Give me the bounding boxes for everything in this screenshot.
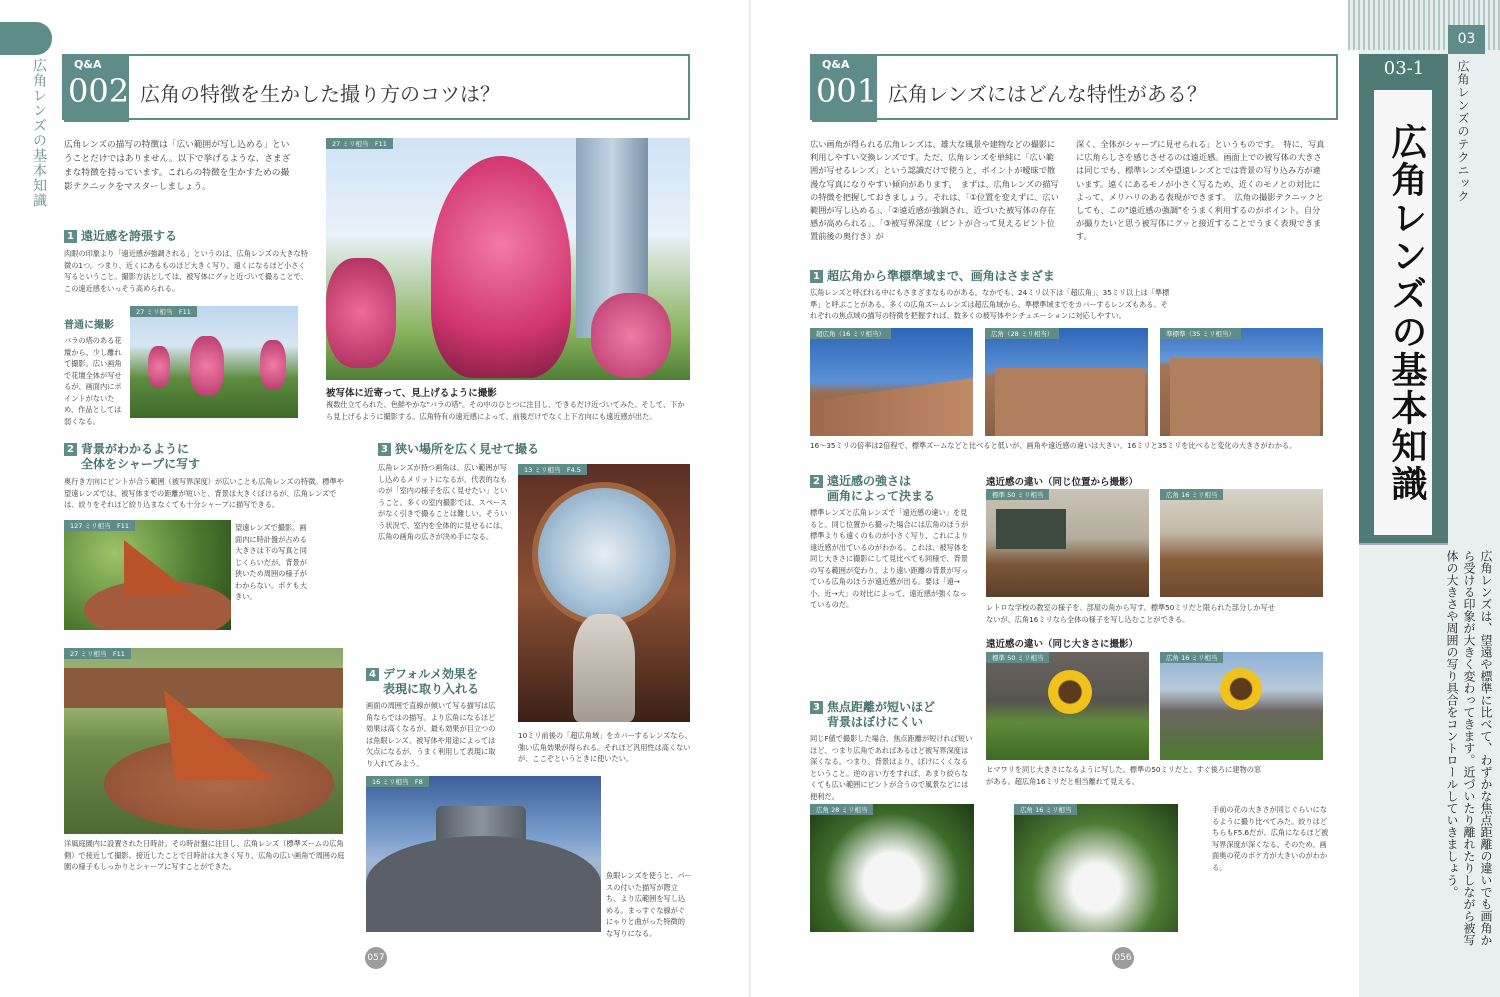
- section-subtitle: 広角レンズのテクニック: [1456, 60, 1470, 203]
- sundial-text: 洋風庭園内に設置された日時計。その時計盤に注目し、広角レンズ（標準ズームの広角側）で接近して撮影。接近したことで日時計は大きく写り、広角の広い画角で周囲の庭園の様子もしっかりとシャープに写すことができた。: [64, 839, 345, 871]
- photo-caption: 広角 16 ミリ相当: [1014, 804, 1077, 815]
- photo-caption: 27 ミリ相当 F11: [130, 306, 197, 317]
- photo-flowers-16mm: [1014, 804, 1178, 932]
- rose-bush-shape: [326, 258, 396, 368]
- brick-wall: [64, 668, 343, 708]
- page-number-right: 056: [1112, 947, 1134, 969]
- photo-caption: 超広角（16 ミリ相当）: [810, 328, 891, 339]
- photo-caption: 16 ミリ相当 F8: [366, 776, 429, 787]
- photo-classroom-16mm: [1160, 489, 1323, 597]
- page-number-left: 057: [365, 947, 387, 969]
- photo-caption: 27 ミリ相当 F11: [326, 138, 393, 149]
- section-3-text: 広角レンズが持つ画角は、広い範囲が写し込めるメリットになるが、代表的なものが「室内の様子を広く見せたい」ということ。多くの室内撮影では、スペースがなく引きで撮ることは難しい。そういう状況で、室内を全体的に見せるには、広角の画角の広さが決め手になる。: [378, 463, 508, 541]
- section-3-title: 3 狭い場所を広く見せて撮る: [378, 442, 578, 457]
- section-1-text: 広角レンズと呼ばれる中にもさまざまなものがある。なかでも、24ミリ以下は「超広角」、35ミリ以上は「準標準」と呼ぶことがある。多くの広角ズームレンズは超広角域から、準標準域までをカバーするレンズもある。それぞれの焦点域の描写の特徴を把握すれば、数多くの被写体やシチュエーションに対応しやすい。: [810, 288, 1170, 320]
- photo-classroom-50mm: [986, 489, 1149, 597]
- building-shape: [1170, 358, 1320, 436]
- photo-caption: 広角 16 ミリ相当: [1160, 652, 1223, 663]
- section-1-text: 肉眼の印象より「遠近感が強調される」というのは、広角レンズの大きな特徴の1つ。つまり、近くにあるものほど大きく写り、遠くになるほど小さく写るということ。撮影方法としては、被写体にグッと近づいて撮ることで、この遠近感をいっそう高められる。: [64, 249, 308, 293]
- photo-caption: 127 ミリ相当 F11: [64, 520, 135, 531]
- photo-caption: 27 ミリ相当 F11: [64, 648, 131, 659]
- rose-tower-shape: [431, 156, 571, 378]
- ordinary-text: バラの塔のある花壇から、少し離れて撮影。広い画角で花壇全体が写せるが、画面内にポイントがないため、作品としては弱くなる。: [64, 336, 122, 426]
- qa-label: Q&A: [822, 58, 850, 71]
- dome-skylight: [532, 482, 676, 626]
- section-1-title: 1 超広角から準標準域まで、画角はさまざま: [810, 269, 1110, 284]
- sundial-gnomon: [124, 540, 194, 595]
- photo-main-title: 被写体に近寄って、見上げるように撮影: [326, 388, 497, 399]
- photo-sundial-tele: [64, 520, 231, 630]
- sunflower-text: ヒマワリを同じ大きさになるように写した。標準の50ミリだと、すぐ後ろに建物の窓がある。超広角16ミリだと相当離れて見える。: [986, 765, 1262, 786]
- photo-sundial-wide: [64, 648, 343, 834]
- section-1-title: 1 遠近感を誇張する: [64, 229, 304, 244]
- rose-tower-small-2: [148, 346, 170, 388]
- building-caption: 16～35ミリの倍率は2倍程で、標準ズームなどと比べると低いが、画角や遠近感の違いは大きい。16ミリと35ミリを比べると変化の大きさがわかる。: [810, 441, 1297, 450]
- dome-text: 10ミリ前後の「超広角域」をカバーするレンズなら、強い広角効果が得られる。それほど汎用性は高くないが、ここぞというときに使いたい。: [518, 731, 692, 763]
- photo-dome: [518, 464, 690, 722]
- qa-header-001: [810, 54, 1338, 120]
- photo-caption: 広角 28 ミリ相当: [810, 804, 873, 815]
- sunflower-title: 遠近感の違い（同じ大きさに撮影）: [986, 639, 1139, 650]
- qa-number: 001: [816, 72, 878, 110]
- ordinary-label: 普通に撮影: [64, 320, 114, 331]
- photo-flowers-28mm: [810, 804, 974, 932]
- flower-text: 手前の花の大きさが同じぐらいになるように撮り比べてみた。絞りはどちらもF5.6だが、広角になるほど被写界深度が深くなる。そのため、画面奥の花のボケ方が大きいのがわかる。: [1212, 805, 1329, 872]
- photo-sunflower-16mm: [1160, 652, 1323, 760]
- photo-rose-tower: [326, 138, 690, 380]
- fisheye-plaza: [366, 836, 601, 932]
- section-2-text: 標準レンズと広角レンズで「遠近感の違い」を見ると、同じ位置から撮った場合には広角のほうが標準よりも遠くのものが小さく写り、これにより遠近感が出ているのがわかる。これは、被写体を同じ大きさに撮影にして見比べても同様で、背景の写る範囲が変わり、より遠い距離の背景が写っている広角のほうが遠近感が出る。要は「遠→小、近→大」の対比によって、遠近感が強くなっているのだ。: [810, 508, 969, 609]
- photo-building-35mm: [1160, 328, 1323, 436]
- section-4-title: 4 デフォルメ効果を 表現に取り入れる: [366, 667, 516, 697]
- building-shape: [995, 368, 1145, 436]
- qa-title: 広角の特徴を生かした撮り方のコツは？: [140, 82, 500, 106]
- photo-main-text: 複数仕立てられた、色鮮やかな"バラの塔"。その中のひとつに注目し、できるだけ近づいてみた。そして、下から見上げるように撮影する。広角特有の遠近感によって、前後だけでなく上下方向にも遠近感が出た。: [326, 400, 685, 421]
- lead-text: 広角レンズは、望遠や標準に比べて、わずかな焦点距離の違いでも画角から受ける印象が大きく変わってきます。近づいたり離れたりしながら被写体の大きさや周囲の写り具合をコントロールしていきましょう。: [1445, 550, 1493, 946]
- classroom-title: 遠近感の違い（同じ位置から撮影）: [986, 477, 1139, 488]
- photo-caption: 13 ミリ相当 F4.5: [518, 464, 587, 475]
- section-title: 広角レンズの基本知識: [1374, 90, 1432, 535]
- photo-caption: 広角（28 ミリ相当）: [985, 328, 1059, 339]
- qa-header-002: [62, 54, 690, 120]
- qa-label: Q&A: [74, 58, 102, 71]
- qa-number-box: [812, 56, 877, 122]
- photo-caption: 広角 16 ミリ相当: [1160, 489, 1223, 500]
- rose-tower-small-3: [260, 340, 286, 390]
- photo-fisheye: [366, 776, 601, 932]
- qa-number: 002: [68, 72, 130, 110]
- section-2-title: 2 背景がわかるように 全体をシャープに写す: [64, 442, 314, 472]
- photo-caption: 標準 50 ミリ相当: [986, 489, 1049, 500]
- section-number: 1: [64, 230, 77, 243]
- photo-building-28mm: [985, 328, 1148, 436]
- rose-tower-small: [190, 336, 224, 396]
- fisheye-text: 魚眼レンズを使うと、パースの付いた描写が際立ち、より広範囲を写し込める。まっすぐな線がぐにゃりと曲がった特徴的な写りになる。: [606, 871, 692, 938]
- intro-text-right: 深く、全体がシャープに見せられる」というものです。 特に、写真に広角らしさを感じさせるのは遠近感。画面上での被写体の大きさは同じでも、標準レンズや望遠レンズとでは背景の写り込み方が違います。遠くにあるモノが小さく写るため、近くのモノとの対比によって、メリハリのある表現ができます。 広角の撮影テクニックとしても、この"遠近感の強調"をうまく利用するのがポイント。自分が撮りたいと思う被写体にグッと接近することでうまく表現できます。: [1076, 139, 1325, 242]
- photo-flowerbed: [130, 306, 298, 418]
- page-fold: [749, 0, 751, 997]
- divider: [1359, 543, 1448, 545]
- photo-building-16mm: [810, 328, 973, 436]
- photo-caption: 標準 50 ミリ相当: [986, 652, 1049, 663]
- photo-caption: 準標準（35 ミリ相当）: [1160, 328, 1241, 339]
- building-shape: [810, 378, 973, 436]
- section-number: 03-1: [1383, 58, 1425, 79]
- qa-title: 広角レンズにはどんな特性がある？: [888, 82, 1207, 106]
- section-4-text: 画面の周囲で直線が傾いて写る描写は広角ならではの描写。より広角になるほど効果は高くなるが、最も効果が目立つのは魚眼レンズ。被写体や用途によっては欠点になるが、うまく利用して表現に取り入れてみよう。: [366, 701, 496, 768]
- chapter-number: 03: [1448, 25, 1485, 54]
- blackboard-shape: [996, 509, 1066, 549]
- rose-bush-shape-2: [591, 293, 671, 378]
- section-3-title: 3 焦点距離が短いほど 背景はぼけにくい: [810, 700, 980, 730]
- side-tab: [0, 22, 52, 55]
- tele-text: 望遠レンズで撮影。画面内に時計盤が占める大きさは下の写真と同じくらいだが、背景が狭いため周囲の様子がわからない。ボケも大きい。: [235, 523, 307, 601]
- sunflower-shape: [1048, 670, 1092, 714]
- qa-number-box: [64, 56, 129, 122]
- classroom-text: レトロな学校の教室の様子を、部屋の角から写す。標準50ミリだと限られた部分しか写せないが、広角16ミリなら全体の様子を写し込むことができる。: [986, 603, 1275, 624]
- photo-sunflower-50mm: [986, 652, 1149, 760]
- section-2-text: 奥行き方向にピントが合う範囲（被写界深度）が広いことも広角レンズの特徴。標準や望遠レンズでは、被写体までの距離が短いと、背景は大きくぼけるが、広角レンズでは、絞りをそれほど絞り込まなくても十分シャープに描写できる。: [64, 477, 344, 509]
- intro-text-left: 広い画角が得られる広角レンズは、雄大な風景や建物などの撮影に利用しやすい交換レンズです。ただ、広角レンズを単純に「広い範囲が写せるレンズ」という認識だけで使うと、ポイントが曖昧で散漫な写真になりやすい傾向があります。 まずは、広角レンズの描写の特徴を把握しておきましょう。それは、「①位置を変えずに、広い範囲が写し込める」、「②遠近感が強調され、近づいた被写体の存在感が高められる」、「③被写界深度（ピントが合って見えるピント位置前後の奥行き）が: [810, 139, 1059, 242]
- section-3-text: 同じF値で撮影した場合、焦点距離が短ければ短いほど、つまり広角であればあるほど被写界深度は深くなる。つまり、背景はより、ぼけにくくなるということ。逆の言い方をすれば、あまり絞らなくても広い範囲にピントが合うので風景などには便利だ。: [810, 734, 973, 801]
- side-title: 広角レンズの基本知識: [31, 58, 47, 208]
- section-2-title: 2 遠近感の強さは 画角によって決まる: [810, 474, 980, 504]
- statue-shape: [573, 614, 635, 722]
- sunflower-shape: [1220, 668, 1262, 710]
- intro-text: 広角レンズの描写の特徴は「広い範囲が写し込める」ということだけではありません。以下で挙げるような、さまざまな特徴を持っています。これらの特徴を生かすための撮影テクニックをマスターしましょう。: [64, 140, 291, 192]
